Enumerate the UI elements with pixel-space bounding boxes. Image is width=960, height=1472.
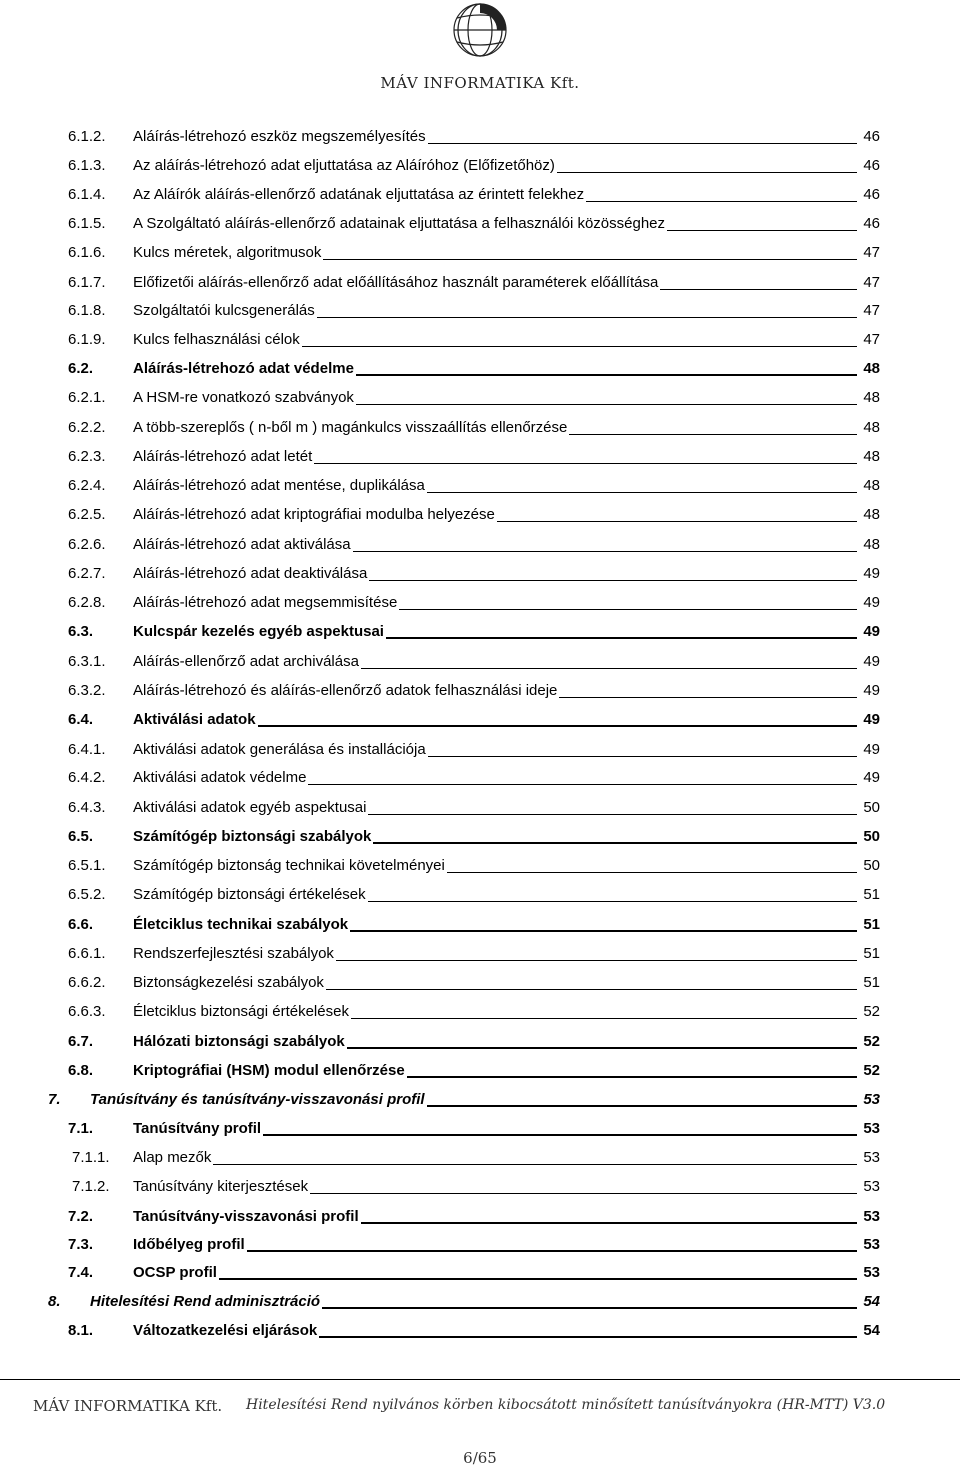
toc-entry-page: 48: [863, 506, 880, 523]
toc-entry[interactable]: [0, 735, 880, 759]
toc-entry-number: 7.1.: [68, 1120, 94, 1137]
toc-leader-line: [569, 434, 857, 435]
toc-leader-line: [347, 1047, 858, 1049]
toc-entry-page: 51: [863, 945, 880, 962]
toc-entry-page: 53: [863, 1149, 880, 1166]
toc-entry-title: Alap mezők: [133, 1149, 212, 1166]
toc-entry-number: 6.3.2.: [68, 682, 106, 699]
toc-entry[interactable]: [0, 325, 880, 349]
toc-entry-title: Aláírás-ellenőrző adat archiválása: [133, 653, 359, 670]
toc-entry-page: 50: [863, 857, 880, 874]
toc-entry-number: 6.5.2.: [68, 886, 106, 903]
toc-leader-line: [427, 492, 857, 493]
toc-leader-line: [667, 230, 857, 231]
toc-entry-title: Életciklus technikai szabályok: [133, 916, 349, 933]
toc-entry[interactable]: [0, 617, 880, 641]
toc-entry-number: 6.4.2.: [68, 769, 106, 786]
toc-entry-title: Számítógép biztonsági értékelések: [133, 886, 366, 903]
toc-entry-title: A Szolgáltató aláírás-ellenőrző adatainak eljuttatása a felhasználói közösséghez: [133, 215, 666, 232]
toc-entry[interactable]: [0, 647, 880, 671]
toc-entry[interactable]: [0, 880, 880, 904]
globe-logo-icon: [425, 0, 535, 72]
toc-entry-page: 52: [863, 1062, 880, 1079]
toc-entry-page: 53: [863, 1208, 880, 1225]
toc-entry[interactable]: [0, 763, 880, 787]
toc-entry-number: 7.1.1.: [72, 1149, 110, 1166]
toc-entry-number: 6.6.3.: [68, 1003, 106, 1020]
toc-entry-page: 48: [863, 419, 880, 436]
toc-entry[interactable]: [0, 268, 880, 292]
toc-entry-page: 49: [863, 769, 880, 786]
toc-leader-line: [219, 1278, 857, 1280]
toc-entry-page: 48: [863, 536, 880, 553]
toc-entry-title: Rendszerfejlesztési szabályok: [133, 945, 334, 962]
toc-entry-number: 7.1.2.: [72, 1178, 110, 1195]
toc-entry[interactable]: [0, 851, 880, 875]
toc-entry-title: Kulcs felhasználási célok: [133, 331, 300, 348]
toc-entry[interactable]: [0, 354, 880, 378]
toc-leader-line: [351, 1018, 857, 1019]
toc-entry-number: 7.: [48, 1091, 61, 1108]
toc-entry[interactable]: [0, 968, 880, 992]
toc-entry[interactable]: [0, 1143, 880, 1167]
toc-entry[interactable]: [0, 559, 880, 583]
toc-entry[interactable]: [0, 151, 880, 175]
toc-entry-number: 6.2.7.: [68, 565, 106, 582]
toc-leader-line: [247, 1250, 858, 1252]
toc-entry-number: 6.1.2.: [68, 128, 106, 145]
toc-entry-number: 6.3.: [68, 623, 94, 640]
toc-entry-page: 52: [863, 1033, 880, 1050]
toc-entry-number: 6.1.5.: [68, 215, 106, 232]
toc-leader-line: [586, 201, 857, 202]
toc-entry-number: 6.5.1.: [68, 857, 106, 874]
toc-entry-number: 6.6.1.: [68, 945, 106, 962]
toc-leader-line: [447, 872, 857, 873]
toc-entry-number: 6.1.3.: [68, 157, 106, 174]
toc-entry[interactable]: [0, 1287, 880, 1311]
toc-entry-number: 6.7.: [68, 1033, 94, 1050]
toc-entry-number: 6.6.: [68, 916, 94, 933]
toc-entry-title: Aktiválási adatok generálása és installációja: [133, 741, 426, 758]
toc-entry-page: 53: [863, 1264, 880, 1281]
toc-entry-page: 52: [863, 1003, 880, 1020]
toc-entry-number: 6.8.: [68, 1062, 94, 1079]
toc-entry-page: 53: [863, 1120, 880, 1137]
toc-leader-line: [356, 374, 857, 376]
toc-entry-page: 48: [863, 389, 880, 406]
toc-entry[interactable]: [0, 530, 880, 554]
toc-leader-line: [326, 989, 857, 990]
toc-entry-title: Hitelesítési Rend adminisztráció: [90, 1293, 321, 1310]
toc-entry-title: Aláírás-létrehozó adat mentése, duplikálása: [133, 477, 425, 494]
toc-entry-number: 6.5.: [68, 828, 94, 845]
toc-entry-number: 6.4.1.: [68, 741, 106, 758]
toc-entry-number: 6.2.: [68, 360, 94, 377]
toc-entry-number: 6.2.2.: [68, 419, 106, 436]
toc-entry-page: 47: [863, 302, 880, 319]
toc-leader-line: [310, 1193, 857, 1194]
toc-entry-page: 49: [863, 594, 880, 611]
footer-company: MÁV INFORMATIKA Kft.: [33, 1397, 223, 1415]
toc-entry-page: 49: [863, 682, 880, 699]
toc-leader-line: [386, 637, 857, 639]
toc-leader-line: [317, 317, 858, 318]
toc-entry-title: A több-szereplős ( n-ből m ) magánkulcs visszaállítás ellenőrzése: [133, 419, 568, 436]
toc-entry-number: 6.1.9.: [68, 331, 106, 348]
toc-entry[interactable]: [0, 588, 880, 612]
toc-entry-title: Aktiválási adatok védelme: [133, 769, 307, 786]
toc-entry-number: 8.: [48, 1293, 61, 1310]
toc-entry[interactable]: [0, 1114, 880, 1138]
toc-entry-title: Tanúsítvány profil: [133, 1120, 262, 1137]
toc-entry-title: Aláírás-létrehozó adat deaktiválása: [133, 565, 368, 582]
toc-entry-page: 46: [863, 215, 880, 232]
toc-entry-page: 53: [863, 1178, 880, 1195]
footer-divider: [0, 1379, 960, 1380]
toc-entry[interactable]: [0, 122, 880, 146]
toc-leader-line: [353, 551, 858, 552]
toc-leader-line: [263, 1134, 857, 1136]
toc-entry-title: Tanúsítvány-visszavonási profil: [133, 1208, 359, 1225]
toc-leader-line: [427, 1105, 858, 1107]
toc-entry[interactable]: [0, 676, 880, 700]
toc-entry-page: 48: [863, 448, 880, 465]
toc-entry-page: 49: [863, 711, 880, 728]
toc-entry[interactable]: [0, 1230, 880, 1254]
toc-leader-line: [258, 725, 858, 727]
toc-entry-page: 49: [863, 653, 880, 670]
toc-entry[interactable]: [0, 1316, 880, 1340]
toc-entry-number: 7.4.: [68, 1264, 94, 1281]
toc-entry[interactable]: [0, 1027, 880, 1051]
toc-entry-number: 8.1.: [68, 1322, 94, 1339]
toc-entry-page: 46: [863, 128, 880, 145]
toc-leader-line: [373, 842, 857, 844]
toc-entry-title: Időbélyeg profil: [133, 1236, 245, 1253]
toc-entry-number: 6.4.3.: [68, 799, 106, 816]
toc-entry-page: 49: [863, 741, 880, 758]
toc-entry-title: Kulcs méretek, algoritmusok: [133, 244, 322, 261]
toc-entry-title: Kulcspár kezelés egyéb aspektusai: [133, 623, 384, 640]
toc-leader-line: [368, 901, 858, 902]
toc-entry-title: Aláírás-létrehozó eszköz megszemélyesítés: [133, 128, 426, 145]
toc-entry[interactable]: [0, 238, 880, 262]
toc-leader-line: [302, 346, 858, 347]
toc-entry-page: 48: [863, 360, 880, 377]
toc-entry[interactable]: [0, 822, 880, 846]
toc-entry-page: 53: [863, 1236, 880, 1253]
toc-entry-title: Aktiválási adatok egyéb aspektusai: [133, 799, 367, 816]
toc-entry-title: OCSP profil: [133, 1264, 217, 1281]
toc-leader-line: [407, 1076, 858, 1078]
toc-leader-line: [361, 1222, 858, 1224]
toc-entry-number: 6.2.6.: [68, 536, 106, 553]
toc-leader-line: [336, 960, 857, 961]
toc-entry-page: 47: [863, 244, 880, 261]
toc-entry-number: 6.1.8.: [68, 302, 106, 319]
toc-entry-title: Aláírás-létrehozó és aláírás-ellenőrző adatok felhasználási ideje: [133, 682, 558, 699]
toc-entry-title: Aláírás-létrehozó adat kriptográfiai modulba helyezése: [133, 506, 495, 523]
toc-entry-number: 6.2.4.: [68, 477, 106, 494]
toc-entry-title: Tanúsítvány és tanúsítvány-visszavonási profil: [90, 1091, 425, 1108]
toc-entry[interactable]: [0, 209, 880, 233]
toc-entry[interactable]: [0, 296, 880, 320]
toc-entry-page: 49: [863, 565, 880, 582]
toc-entry-page: 51: [863, 886, 880, 903]
toc-entry-title: Hálózati biztonsági szabályok: [133, 1033, 345, 1050]
toc-entry[interactable]: [0, 910, 880, 934]
toc-entry-title: Aláírás-létrehozó adat védelme: [133, 360, 354, 377]
toc-leader-line: [308, 784, 857, 785]
toc-entry[interactable]: [0, 442, 880, 466]
toc-leader-line: [399, 609, 857, 610]
toc-entry-page: 53: [863, 1091, 880, 1108]
toc-entry-title: Aláírás-létrehozó adat megsemmisítése: [133, 594, 398, 611]
toc-entry-page: 54: [863, 1322, 880, 1339]
toc-entry-number: 6.2.1.: [68, 389, 106, 406]
toc-entry-title: Aktiválási adatok: [133, 711, 256, 728]
toc-entry[interactable]: [0, 413, 880, 437]
toc-entry-number: 6.2.3.: [68, 448, 106, 465]
toc-entry-title: Aláírás-létrehozó adat letét: [133, 448, 313, 465]
toc-entry-page: 46: [863, 186, 880, 203]
toc-entry-title: Életciklus biztonsági értékelések: [133, 1003, 349, 1020]
toc-leader-line: [361, 668, 857, 669]
toc-entry-number: 6.2.5.: [68, 506, 106, 523]
toc-entry-title: Számítógép biztonság technikai követelményei: [133, 857, 445, 874]
toc-entry[interactable]: [0, 1085, 880, 1109]
toc-entry-title: Tanúsítvány kiterjesztések: [133, 1178, 309, 1195]
toc-entry-title: Aláírás-létrehozó adat aktiválása: [133, 536, 351, 553]
toc-entry-title: Előfizetői aláírás-ellenőrző adat előállításához használt paraméterek előállítása: [133, 274, 659, 291]
toc-leader-line: [428, 143, 858, 144]
toc-leader-line: [356, 404, 857, 405]
toc-leader-line: [660, 289, 857, 290]
toc-leader-line: [368, 814, 857, 815]
toc-entry[interactable]: [0, 939, 880, 963]
toc-leader-line: [314, 463, 857, 464]
toc-entry-page: 50: [863, 799, 880, 816]
toc-entry-number: 6.3.1.: [68, 653, 106, 670]
toc-leader-line: [497, 521, 857, 522]
toc-entry-number: 6.2.8.: [68, 594, 106, 611]
toc-entry[interactable]: [0, 1172, 880, 1196]
toc-entry-title: A HSM-re vonatkozó szabványok: [133, 389, 354, 406]
toc-leader-line: [322, 1307, 857, 1309]
toc-entry-title: Számítógép biztonsági szabályok: [133, 828, 372, 845]
toc-leader-line: [428, 756, 858, 757]
toc-leader-line: [350, 930, 857, 932]
toc-leader-line: [369, 580, 857, 581]
toc-entry-page: 51: [863, 974, 880, 991]
brand-name: MÁV INFORMATIKA Kft.: [380, 74, 580, 92]
toc-entry[interactable]: [0, 705, 880, 729]
toc-entry[interactable]: [0, 180, 880, 204]
toc-leader-line: [213, 1164, 857, 1165]
toc-entry[interactable]: [0, 1202, 880, 1226]
toc-entry-number: 6.4.: [68, 711, 94, 728]
toc-entry-title: Szolgáltatói kulcsgenerálás: [133, 302, 315, 319]
toc-entry[interactable]: [0, 1258, 880, 1282]
page-header: [0, 0, 960, 110]
toc-entry-number: 6.1.7.: [68, 274, 106, 291]
toc-entry-page: 47: [863, 274, 880, 291]
toc-entry-number: 7.3.: [68, 1236, 94, 1253]
toc-entry[interactable]: [0, 793, 880, 817]
toc-entry-page: 49: [863, 623, 880, 640]
toc-entry-page: 46: [863, 157, 880, 174]
toc-entry-number: 6.6.2.: [68, 974, 106, 991]
toc-entry-page: 54: [863, 1293, 880, 1310]
toc-leader-line: [559, 697, 857, 698]
toc-entry[interactable]: [0, 997, 880, 1021]
footer-document-title: Hitelesítési Rend nyilvános körben kibocsátott minősített tanúsítványokra (HR-MTT) V3.0: [246, 1397, 886, 1413]
toc-entry[interactable]: [0, 1056, 880, 1080]
toc-entry-page: 48: [863, 477, 880, 494]
toc-entry-title: Változatkezelési eljárások: [133, 1322, 318, 1339]
toc-leader-line: [557, 172, 857, 173]
toc-leader-line: [323, 259, 857, 260]
page-number: 6/65: [463, 1449, 497, 1467]
toc-entry-number: 7.2.: [68, 1208, 94, 1225]
toc-entry-page: 51: [863, 916, 880, 933]
toc-entry[interactable]: [0, 383, 880, 407]
toc-entry[interactable]: [0, 500, 880, 524]
toc-entry[interactable]: [0, 471, 880, 495]
toc-entry-title: Kriptográfiai (HSM) modul ellenőrzése: [133, 1062, 405, 1079]
toc-entry-title: Az aláírás-létrehozó adat eljuttatása az Aláíróhoz (Előfizetőhöz): [133, 157, 555, 174]
toc-entry-page: 47: [863, 331, 880, 348]
toc-entry-title: Biztonságkezelési szabályok: [133, 974, 324, 991]
toc-entry-title: Az Aláírók aláírás-ellenőrző adatának eljuttatása az érintett felekhez: [133, 186, 585, 203]
toc-leader-line: [319, 1336, 857, 1338]
toc-entry-page: 50: [863, 828, 880, 845]
toc-entry-number: 6.1.6.: [68, 244, 106, 261]
toc-entry-number: 6.1.4.: [68, 186, 106, 203]
